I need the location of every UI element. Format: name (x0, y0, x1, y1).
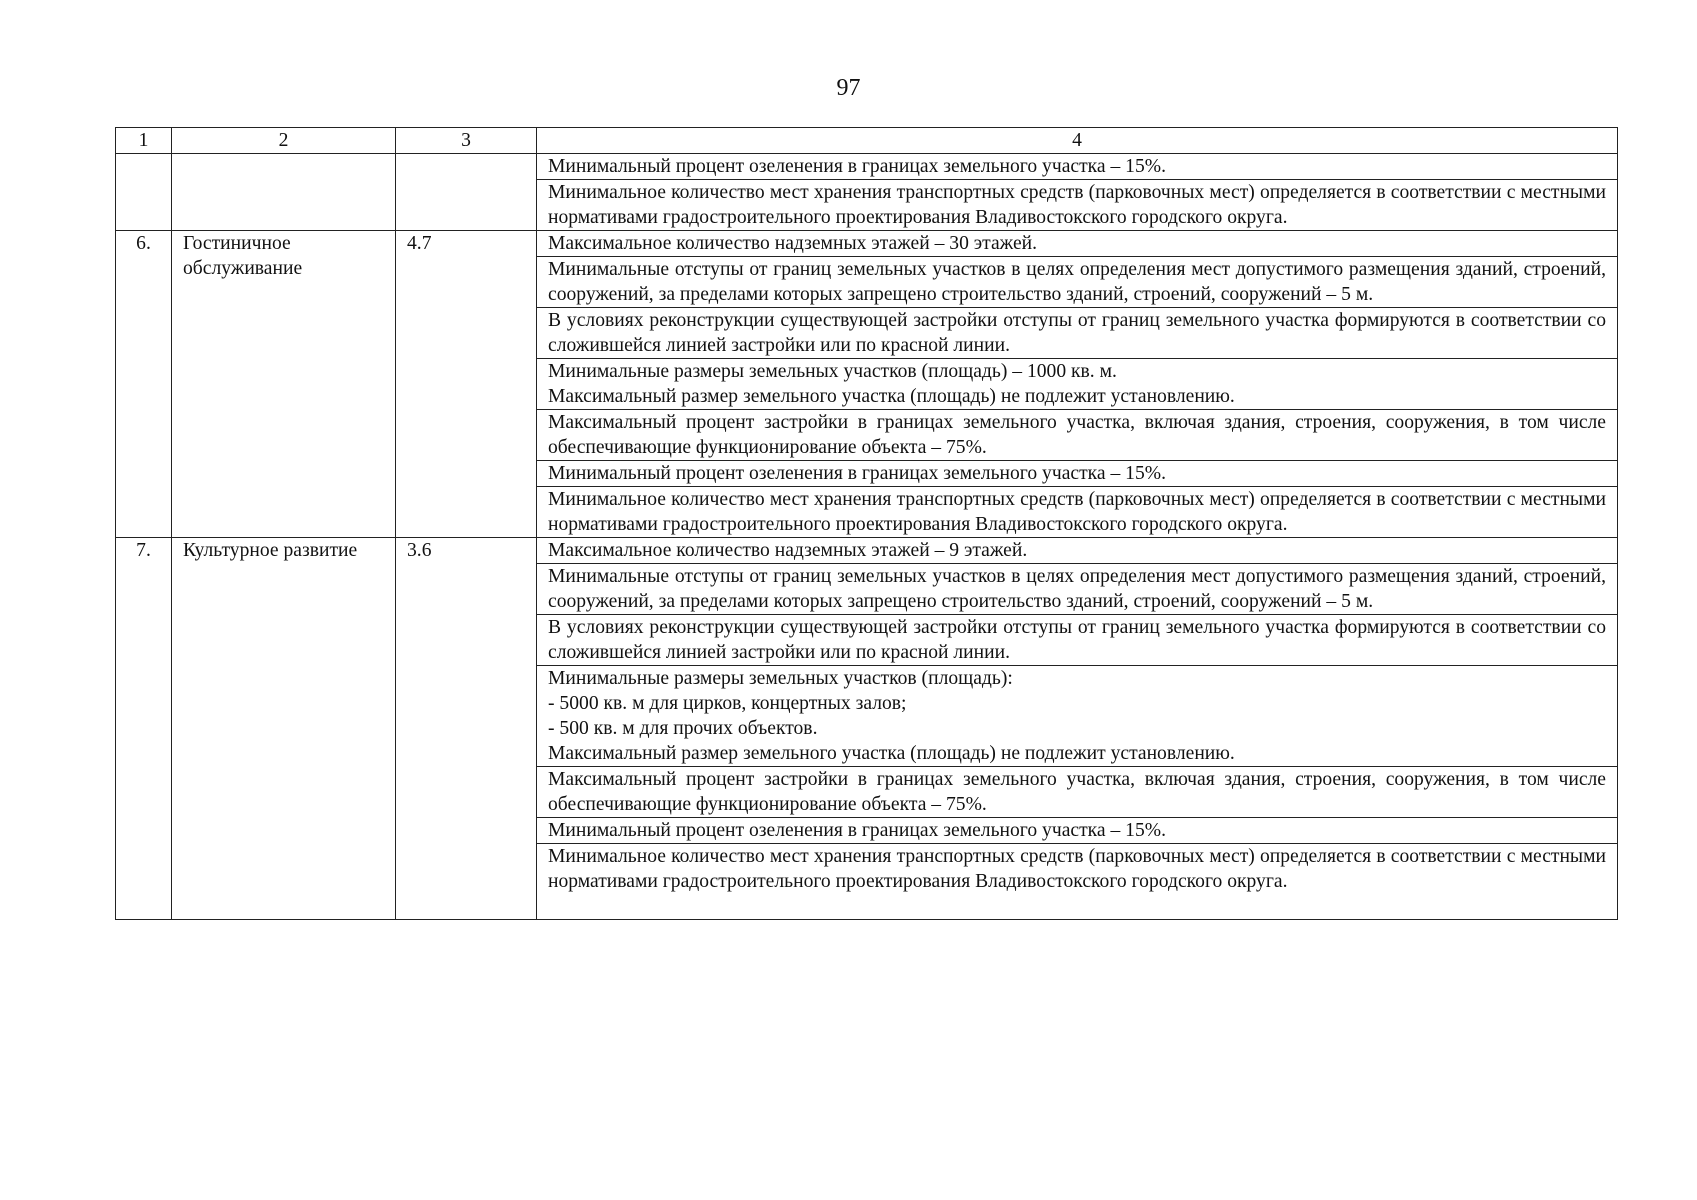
cell-code: 4.7 (396, 231, 537, 538)
cell-name: Культурное развитие (172, 538, 396, 920)
regulations-table (115, 127, 1618, 920)
cell-regulation (537, 666, 1618, 767)
regulation-line: - 500 кв. м для прочих объектов. (548, 718, 818, 739)
header-col-1: 1 (116, 128, 172, 154)
cell-name: Гостиничное обслуживание (172, 231, 396, 538)
cell-regulation: Минимальное количество мест хранения транспортных средств (парковочных мест) определяется в соответствии с местными нормативами градостроительного проектирования Владивостокского городского округа. (537, 180, 1618, 231)
cell-regulation (537, 231, 1618, 257)
regulation-line: Максимальный размер земельного участка (площадь) не подлежит установлению. (548, 386, 1235, 407)
cell-regulation (537, 844, 1618, 920)
regulation-line: Максимальное количество надземных этажей – 9 этажей. (548, 540, 1028, 561)
regulation-line: В условиях реконструкции существующей застройки отступы от границ земельного участка формируются в соответствии со сложившейся линией застройки или по красной линии. (548, 617, 1606, 663)
header-row (116, 128, 1618, 154)
cell-regulation (537, 615, 1618, 666)
cell-regulation (537, 359, 1618, 410)
regulation-line: Минимальное количество мест хранения транспортных средств (парковочных мест) определяется в соответствии с местными нормативами градостроительного проектирования Владивостокского городского округа. (548, 489, 1606, 535)
regulation-line: Минимальные отступы от границ земельных участков в целях определения мест допустимого размещения зданий, строений, сооружений, за пределами которых запрещено строительство зданий, строений, сооружений – 5 м. (548, 566, 1606, 612)
cell-number: 7. (116, 538, 172, 920)
page-number: 97 (836, 75, 861, 101)
cell-code (396, 154, 537, 231)
cell-regulation (537, 818, 1618, 844)
table-row (116, 538, 1618, 564)
table-row (116, 154, 1618, 180)
table-body (116, 128, 1618, 920)
regulation-line: В условиях реконструкции существующей застройки отступы от границ земельного участка формируются в соответствии со сложившейся линией застройки или по красной линии. (548, 310, 1606, 356)
header-col-2: 2 (172, 128, 396, 154)
cell-code: 3.6 (396, 538, 537, 920)
regulation-line: Минимальный процент озеленения в границах земельного участка – 15%. (548, 820, 1166, 841)
cell-regulation (537, 461, 1618, 487)
regulation-line: Минимальные отступы от границ земельных участков в целях определения мест допустимого размещения зданий, строений, сооружений, за пределами которых запрещено строительство зданий, строений, сооружений – 5 м. (548, 259, 1606, 305)
cell-number: 6. (116, 231, 172, 538)
regulation-line: Минимальные размеры земельных участков (площадь) – 1000 кв. м. (548, 361, 1117, 382)
cell-regulation (537, 410, 1618, 461)
regulation-line: Минимальный процент озеленения в границах земельного участка – 15%. (548, 463, 1166, 484)
cell-number (116, 154, 172, 231)
regulation-line: Максимальный процент застройки в границах земельного участка, включая здания, строения, сооружения, в том числе обеспечивающие функционирование объекта – 75%. (548, 769, 1606, 815)
cell-regulation (537, 538, 1618, 564)
cell-name (172, 154, 396, 231)
header-col-4: 4 (537, 128, 1618, 154)
regulation-line: Максимальное количество надземных этажей – 30 этажей. (548, 233, 1038, 254)
regulation-line: Минимальное количество мест хранения транспортных средств (парковочных мест) определяется в соответствии с местными нормативами градостроительного проектирования Владивостокского городского округа. (548, 846, 1606, 892)
cell-regulation (537, 487, 1618, 538)
table-row (116, 231, 1618, 257)
cell-regulation: Минимальный процент озеленения в границах земельного участка – 15%. (537, 154, 1618, 180)
regulation-line: Минимальные размеры земельных участков (площадь): (548, 668, 1013, 689)
regulation-line: - 5000 кв. м для цирков, концертных залов; (548, 693, 907, 714)
cell-regulation (537, 564, 1618, 615)
cell-regulation (537, 767, 1618, 818)
cell-regulation (537, 257, 1618, 308)
regulation-line: Максимальный процент застройки в границах земельного участка, включая здания, строения, сооружения, в том числе обеспечивающие функционирование объекта – 75%. (548, 412, 1606, 458)
regulation-line: Максимальный размер земельного участка (площадь) не подлежит установлению. (548, 743, 1235, 764)
cell-regulation (537, 308, 1618, 359)
header-col-3: 3 (396, 128, 537, 154)
